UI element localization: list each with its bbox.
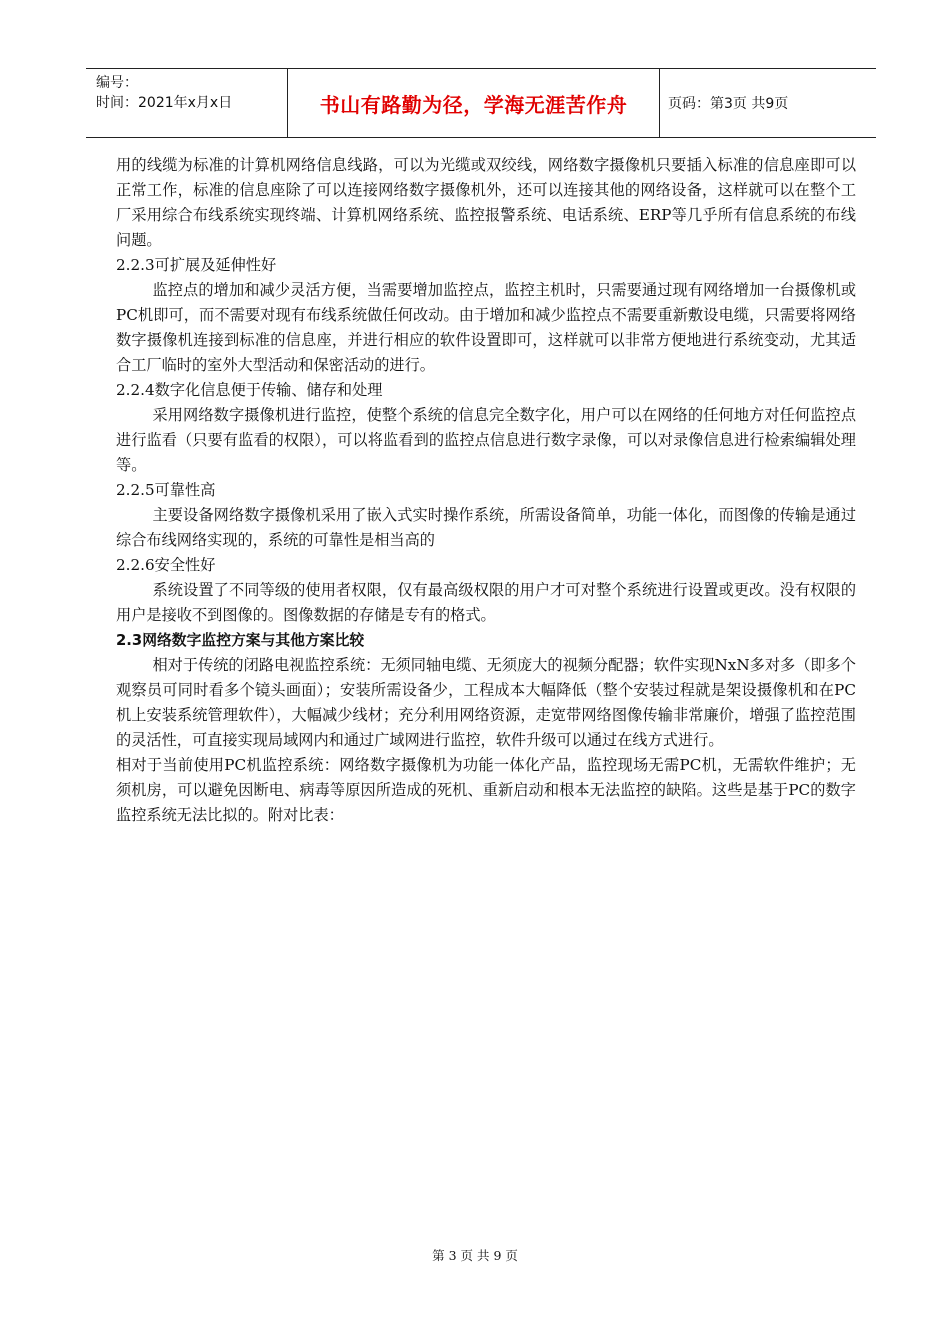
document-body: [116, 153, 856, 828]
header-motto: 书山有路勤为径，学海无涯苦作舟: [288, 69, 660, 137]
paragraph-pc-comparison: 相对于当前使用PC机监控系统：网络数字摄像机为功能一体化产品，监控现场无需PC机，无需软件维护；无须机房，可以避免因断电、病毒等原因所造成的死机、重新启动和根本无法监控的缺陷。这些是基于PC的数字监控系统无法比拟的。附对比表：: [116, 756, 856, 824]
section-heading-2-3: 2.3网络数字监控方案与其他方案比较: [116, 632, 365, 649]
paragraph-continuation: 用的线缆为标准的计算机网络信息线路，可以为光缆或双绞线，网络数字摄像机只要插入标准的信息座即可以正常工作，标准的信息座除了可以连接网络数字摄像机外，还可以连接其他的网络设备，这样就可以在整个工厂采用综合布线系统实现终端、计算机网络系统、监控报警系统、电话系统、ERP等几乎所有信息系统的布线问题。: [116, 156, 856, 249]
page-header: [86, 68, 876, 138]
paragraph-security: 系统设置了不同等级的使用者权限，仅有最高级权限的用户才可对整个系统进行设置或更改。没有权限的用户是接收不到图像的。图像数据的存储是专有的格式。: [116, 581, 856, 624]
subsection-heading-2-2-4: 2.2.4数字化信息便于传输、储存和处理: [116, 381, 383, 399]
header-page-number: 页码：第3页 共9页: [668, 96, 789, 112]
subsection-heading-2-2-6: 2.2.6安全性好: [116, 556, 216, 574]
subsection-heading-2-2-5: 2.2.5可靠性高: [116, 481, 216, 499]
document-time-label: 时间：2021年x月x日: [96, 95, 233, 111]
page-footer: 第 3 页 共 9 页: [432, 1248, 518, 1263]
paragraph-cctv-comparison: 相对于传统的闭路电视监控系统：无须同轴电缆、无须庞大的视频分配器；软件实现NxN多对多（即多个观察员可同时看多个镜头画面）；安装所需设备少，工程成本大幅降低（整个安装过程就是架设摄像机和在PC机上安装系统管理软件），大幅减少线材；充分利用网络资源，走宽带网络图像传输非常廉价，增强了监控范围的灵活性，可直接实现局域网内和通过广域网进行监控，软件升级可以通过在线方式进行。: [116, 656, 856, 749]
document-number-label: 编号：: [96, 75, 138, 91]
paragraph-reliability: 主要设备网络数字摄像机采用了嵌入式实时操作系统，所需设备简单，功能一体化，而图像的传输是通过综合布线网络实现的，系统的可靠性是相当高的: [116, 506, 856, 549]
header-meta: [86, 69, 288, 137]
paragraph-digital-info: 采用网络数字摄像机进行监控，使整个系统的信息完全数字化，用户可以在网络的任何地方对任何监控点进行监看（只要有监看的权限），可以将监看到的监控点信息进行数字录像，可以对录像信息进行检索编辑处理等。: [116, 406, 856, 474]
paragraph-scalability: 监控点的增加和减少灵活方便，当需要增加监控点，监控主机时，只需要通过现有网络增加一台摄像机或PC机即可，而不需要对现有布线系统做任何改动。由于增加和减少监控点不需要重新敷设电缆，只需要将网络数字摄像机连接到标准的信息座，并进行相应的软件设置即可，这样就可以非常方便地进行系统变动，尤其适合工厂临时的室外大型活动和保密活动的进行。: [116, 281, 856, 374]
subsection-heading-2-2-3: 2.2.3可扩展及延伸性好: [116, 256, 277, 274]
